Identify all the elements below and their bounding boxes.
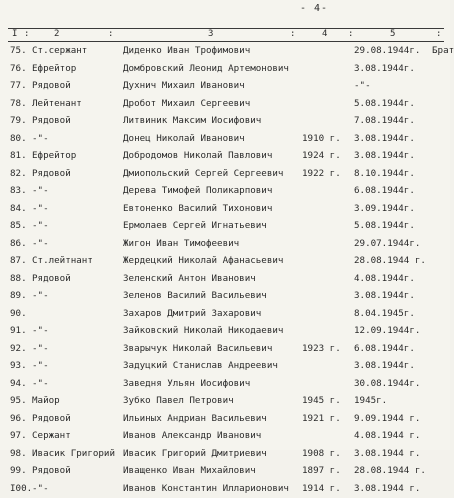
row-birth-year: 1922 г. [302,168,341,179]
row-date: 4.08.1944 г. [354,430,420,441]
table-row [0,393,450,411]
row-date: 4.08.1944г. [354,273,415,284]
row-rank: Ст.сержант [32,45,87,56]
row-rank: -"- [32,483,49,494]
header-bottom-rule [8,41,444,42]
row-rank: -"- [32,343,49,354]
row-number: 90. [10,308,27,319]
row-date: 8.10.1944г. [354,168,415,179]
row-rank: -"- [32,185,49,196]
row-rank: Ефрейтор [32,150,76,161]
col-4-heading: 4 [322,29,327,39]
row-date: 1945г. [354,395,387,406]
row-name: Зайковский Николай Никодаевич [123,325,283,336]
row-name: Иващенко Иван Михайлович [123,465,256,476]
row-number: 83. [10,185,27,196]
row-date: 3.08.1944 г. [354,483,420,494]
col-1-heading: I [12,29,17,39]
row-name: Жердецкий Николай Афанасьевич [123,255,283,266]
table-row [0,428,450,446]
row-number: 88. [10,273,27,284]
row-name: Евтоненко Василий Тихонович [123,203,272,214]
row-name: Зеленский Антон Иванович [123,273,256,284]
row-number: 89. [10,290,27,301]
col-1-separator: : [24,29,29,39]
table-row [0,183,450,201]
row-rank: Майор [32,395,60,406]
col-3-separator: : [290,29,295,39]
row-number: 78. [10,98,27,109]
row-number: 98. [10,448,27,459]
table-row [0,113,450,131]
row-rank: Ефрейтор [32,63,76,74]
table-row [0,43,450,61]
table-row [0,131,450,149]
row-name: Зубко Павел Петрович [123,395,234,406]
row-rank: -"- [32,203,49,214]
table-row [0,236,450,254]
row-rank: -"- [32,325,49,336]
table-row [0,446,450,464]
table-row [0,78,450,96]
table-row [0,323,450,341]
row-date: 28.08.1944 г. [354,255,426,266]
row-date: 5.08.1944г. [354,98,415,109]
row-name: Донец Николай Иванович [123,133,245,144]
table-row [0,358,450,376]
row-date: 3.08.1944г. [354,360,415,371]
row-date: 9.09.1944 г. [354,413,420,424]
row-date: 28.08.1944 г. [354,465,426,476]
row-number: 85. [10,220,27,231]
row-number: 86. [10,238,27,249]
row-birth-year: 1921 г. [302,413,341,424]
row-name: Литвиник Максим Иосифович [123,115,261,126]
row-name: Ермолаев Сергей Игнатьевич [123,220,267,231]
row-name: Дмиопольский Сергей Сергеевич [123,168,283,179]
table-row [0,463,450,481]
table-row [0,341,450,359]
row-rank: -"- [32,133,49,144]
col-4-separator: : [348,29,353,39]
row-rank: Ивасик Григорий [32,448,115,459]
row-name: Дробот Михаил Сергеевич [123,98,250,109]
row-birth-year: 1908 г. [302,448,341,459]
col-5-separator: : [436,29,441,39]
row-number: 82. [10,168,27,179]
row-rank: Рядовой [32,168,71,179]
row-name: Дерева Тимофей Поликарпович [123,185,272,196]
row-birth-year: 1924 г. [302,150,341,161]
row-name: Диденко Иван Трофимович [123,45,250,56]
row-number: 99. [10,465,27,476]
row-rank: Рядовой [32,273,71,284]
col-2-separator: : [108,29,113,39]
table-row [0,61,450,79]
row-name: Ильиных Андриан Васильевич [123,413,267,424]
row-date: 7.08.1944г. [354,115,415,126]
row-birth-year: 1945 г. [302,395,341,406]
row-birth-year: 1923 г. [302,343,341,354]
row-number: 76. [10,63,27,74]
row-extra: Брат [432,45,454,56]
row-number: 95. [10,395,27,406]
table-row [0,253,450,271]
col-2-heading: 2 [54,29,59,39]
table-row [0,411,450,429]
records-table [0,43,450,498]
row-number: 84. [10,203,27,214]
row-rank: Сержант [32,430,71,441]
row-date: 5.08.1944г. [354,220,415,231]
row-rank: -"- [32,360,49,371]
row-number: 94. [10,378,27,389]
row-date: 29.08.1944г. [354,45,420,56]
row-rank: -"- [32,220,49,231]
row-number: 80. [10,133,27,144]
row-rank: Ст.лейтнант [32,255,93,266]
row-number: 79. [10,115,27,126]
table-row [0,201,450,219]
row-rank: -"- [32,290,49,301]
table-row [0,306,450,324]
row-name: Зварычук Николай Васильевич [123,343,272,354]
row-date: 3.09.1944г. [354,203,415,214]
row-rank: Рядовой [32,80,71,91]
row-date: 6.08.1944г. [354,185,415,196]
row-rank: Рядовой [32,465,71,476]
col-3-heading: 3 [208,29,213,39]
row-number: 87. [10,255,27,266]
table-row [0,166,450,184]
row-name: Ивасик Григорий Дмитриевич [123,448,267,459]
row-rank: Лейтенант [32,98,82,109]
row-birth-year: 1914 г. [302,483,341,494]
row-name: Иванов Константин Илларионович [123,483,289,494]
row-number: 75. [10,45,27,56]
row-date: 30.08.1944г. [354,378,420,389]
row-date: 3.08.1944г. [354,133,415,144]
row-date: 3.08.1944г. [354,150,415,161]
table-row [0,96,450,114]
row-number: 92. [10,343,27,354]
row-date: 8.04.1945г. [354,308,415,319]
row-name: Задуцкий Станислав Андреевич [123,360,278,371]
row-number: I00. [10,483,32,494]
row-rank: Рядовой [32,115,71,126]
row-name: Захаров Дмитрий Захарович [123,308,261,319]
row-number: 93. [10,360,27,371]
row-number: 91. [10,325,27,336]
table-row [0,376,450,394]
row-name: Зеленов Василий Васильевич [123,290,267,301]
row-number: 77. [10,80,27,91]
row-rank: Рядовой [32,413,71,424]
row-date: 3.08.1944г. [354,290,415,301]
row-number: 97. [10,430,27,441]
row-date: -"- [354,80,371,91]
row-name: Иванов Александр Иванович [123,430,261,441]
table-row [0,218,450,236]
table-row [0,481,450,498]
row-number: 96. [10,413,27,424]
row-number: 81. [10,150,27,161]
table-row [0,271,450,289]
row-date: 6.08.1944г. [354,343,415,354]
row-rank: -"- [32,378,49,389]
col-5-heading: 5 [390,29,395,39]
row-rank: -"- [32,238,49,249]
table-row [0,288,450,306]
row-name: Духнич Михаил Иванович [123,80,245,91]
row-birth-year: 1910 г. [302,133,341,144]
row-name: Домбровский Леонид Артемонович [123,63,289,74]
table-row [0,148,450,166]
row-date: 3.08.1944г. [354,63,415,74]
row-name: Добродомов Николай Павлович [123,150,272,161]
row-name: Заведня Ульян Иосифович [123,378,250,389]
row-date: 29.07.1944г. [354,238,420,249]
row-birth-year: 1897 г. [302,465,341,476]
row-date: 3.08.1944 г. [354,448,420,459]
page-number: - 4- [300,3,328,14]
table-header [8,29,444,41]
row-date: 12.09.1944г. [354,325,420,336]
row-name: Жигон Иван Тимофеевич [123,238,239,249]
